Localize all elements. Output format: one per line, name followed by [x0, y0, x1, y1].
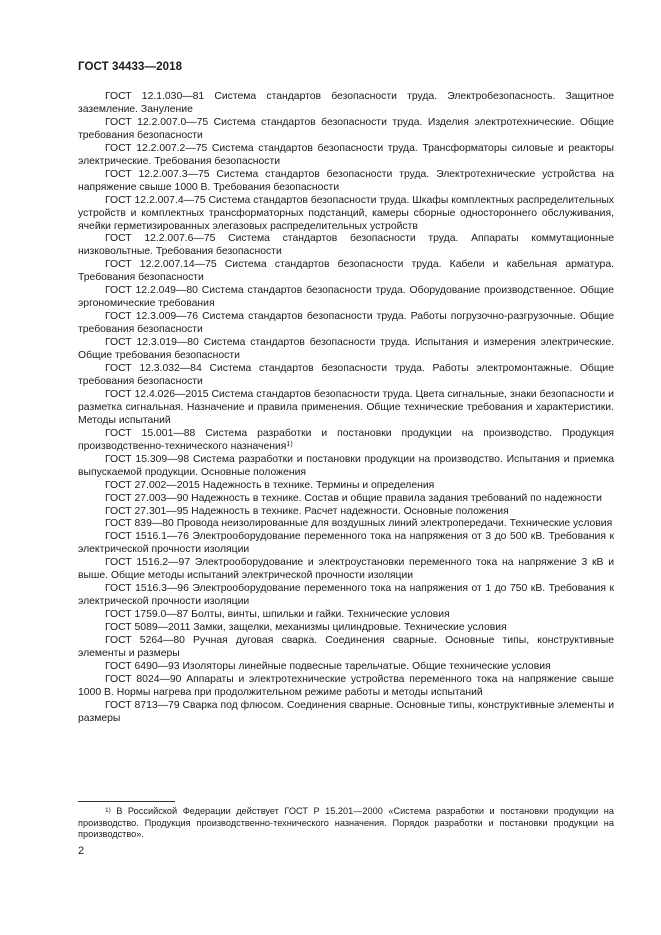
reference-item: ГОСТ 12.1.030—81 Система стандартов безопасности труда. Электробезопасность. Защитное заземление. Зануление — [78, 91, 614, 115]
reference-item: ГОСТ 12.2.007.4—75 Система стандартов безопасности труда. Шкафы комплектных распределительных устройств и комплектных трансформаторных подстанций, камеры сборные одностороннего обслуживания, ячейки герметизированных элегазовых распределительных устройств — [78, 194, 615, 232]
reference-item: ГОСТ 5089—2011 Замки, защелки, механизмы цилиндровые. Технические условия — [105, 622, 507, 634]
reference-item: ГОСТ 27.003—90 Надежность в технике. Состав и общие правила задания требований по надежности — [105, 492, 602, 504]
reference-item: ГОСТ 1759.0—87 Болты, винты, шпильки и гайки. Технические условия — [105, 609, 450, 621]
reference-item: ГОСТ 1516.2—97 Электрооборудование и электроустановки переменного тока на напряжение 3 кВ и выше. Общие методы испытаний электрической прочности изоляции — [78, 557, 614, 582]
reference-item: ГОСТ 27.301—95 Надежность в технике. Расчет надежности. Основные положения — [105, 505, 509, 517]
footnote — [78, 806, 614, 841]
page-number: 2 — [78, 845, 85, 857]
footnote-text: В Российской Федерации действует ГОСТ Р 15.201—2000 «Система разработки и постановки продукции на производство. Продукция производственно-технического назначения. Порядок разработки и постановки продукции на производство». — [78, 806, 614, 840]
reference-item: ГОСТ 839—80 Провода неизолированные для воздушных линий электропередачи. Технические условия — [105, 518, 613, 530]
reference-item: ГОСТ 12.2.007.3—75 Система стандартов безопасности труда. Электротехнические устройства на напряжение свыше 1000 В. Требования безопасности — [78, 168, 614, 193]
reference-item: ГОСТ 1516.1—76 Электрооборудование переменного тока на напряжения от 3 до 500 кВ. Требования к электрической прочности изоляции — [78, 531, 614, 556]
reference-item: ГОСТ 12.3.009—76 Система стандартов безопасности труда. Работы погрузочно-разгрузочные. Общие требования безопасности — [78, 311, 614, 336]
reference-item: ГОСТ 6490—93 Изоляторы линейные подвесные тарельчатые. Общие технические условия — [105, 660, 551, 672]
reference-item: ГОСТ 12.4.026—2015 Система стандартов безопасности труда. Цвета сигнальные, знаки безопасности и разметка сигнальная. Назначение и правила применения. Общие технические требования и характеристики. Методы испытаний — [78, 388, 614, 426]
reference-item: ГОСТ 12.2.007.14—75 Система стандартов безопасности труда. Кабели и кабельная арматура. Требования безопасности — [78, 259, 614, 284]
reference-item: ГОСТ 5264—80 Ручная дуговая сварка. Соединения сварные. Основные типы, конструктивные элементы и размеры — [78, 635, 614, 659]
reference-item-with-footnote — [78, 428, 614, 454]
reference-item: ГОСТ 1516.3—96 Электрооборудование переменного тока на напряжения от 1 до 750 кВ. Требования к электрической прочности изоляции — [78, 583, 614, 608]
reference-item: ГОСТ 8024—90 Аппараты и электротехнические устройства переменного тока на напряжение свыше 1000 В. Нормы нагрева при продолжительном режиме работы и методы испытаний — [78, 673, 614, 698]
reference-item: ГОСТ 8713—79 Сварка под флюсом. Соединения сварные. Основные типы, конструктивные элементы и размеры — [78, 699, 614, 724]
footnote-marker: 1) — [105, 807, 111, 814]
reference-item: ГОСТ 12.2.007.6—75 Система стандартов безопасности труда. Аппараты коммутационные низковольтные. Требования безопасности — [78, 233, 614, 258]
reference-item: ГОСТ 12.2.007.2—75 Система стандартов безопасности труда. Трансформаторы силовые и реакторы электрические. Требования безопасности — [78, 142, 614, 167]
reference-item: ГОСТ 12.2.049—80 Система стандартов безопасности труда. Оборудование производственное. Общие эргономические требования — [78, 285, 614, 310]
footnote-ref-marker: 1) — [286, 440, 293, 448]
reference-item: ГОСТ 12.3.019—80 Система стандартов безопасности труда. Испытания и измерения электрические. Общие требования безопасности — [78, 337, 614, 362]
reference-item: ГОСТ 15.309—98 Система разработки и постановки продукции на производство. Испытания и приемка выпускаемой продукции. Основные положения — [78, 453, 614, 478]
reference-item: ГОСТ 27.002—2015 Надежность в технике. Термины и определения — [105, 479, 435, 491]
reference-item: ГОСТ 12.3.032—84 Система стандартов безопасности труда. Работы электромонтажные. Общие требования безопасности — [78, 363, 614, 387]
reference-text: ГОСТ 15.001—88 Система разработки и постановки продукции на производство. Продукция производственно-технического назначения — [78, 427, 614, 452]
normative-references-list — [78, 91, 614, 726]
document-header: ГОСТ 34433—2018 — [78, 61, 183, 73]
footnote-separator — [78, 801, 175, 802]
reference-item: ГОСТ 12.2.007.0—75 Система стандартов безопасности труда. Изделия электротехнические. Общие требования безопасности — [78, 116, 614, 141]
